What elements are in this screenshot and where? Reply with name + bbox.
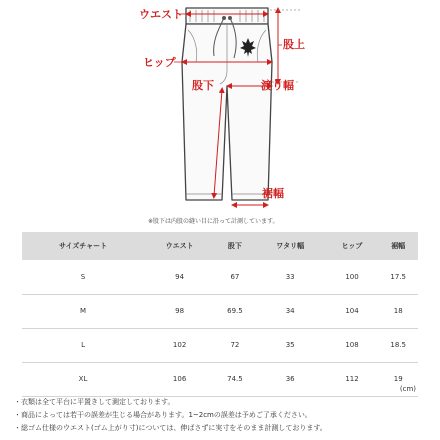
cell-thigh: 35 [255,328,326,362]
cell-inseam: 72 [215,328,255,362]
note-item: ・商品によっては若干の誤差が生じる場合があります。1~2cmの誤差は予めご了承ください。 [14,411,312,419]
header-size: サイズチャート [22,232,144,260]
header-thigh: ワタリ幅 [255,232,326,260]
cell-hip: 108 [326,328,379,362]
table-header-row [22,232,418,260]
inseam-note: ※股下は内股の縫い目に沿って計測しています。 [148,218,279,225]
table-row [22,328,418,362]
rise-label: 股上 [283,38,305,51]
header-inseam: 股下 [215,232,255,260]
hem-label: 裾幅 [262,187,284,200]
cell-hip: 104 [326,294,379,328]
header-waist: ウエスト [144,232,215,260]
cell-waist: 94 [144,260,215,294]
cell-inseam: 67 [215,260,255,294]
header-hem: 裾幅 [378,232,418,260]
cell-hem: 19 [378,362,418,396]
cell-waist: 98 [144,294,215,328]
table-row [22,260,418,294]
cell-thigh: 34 [255,294,326,328]
cell-hip: 100 [326,260,379,294]
cell-thigh: 33 [255,260,326,294]
notes-list [14,396,434,435]
hip-label: ヒップ [143,56,176,69]
waist-label: ウエスト [139,8,183,21]
unit-label: (cm) [399,385,416,393]
cell-inseam: 74.5 [215,362,255,396]
cell-hem: 18 [378,294,418,328]
inseam-label: 股下 [192,79,214,92]
cell-thigh: 36 [255,362,326,396]
cell-size: L [22,328,144,362]
cell-waist: 102 [144,328,215,362]
thigh-label: 渡り幅 [261,79,294,92]
cell-waist: 106 [144,362,215,396]
table-row [22,294,418,328]
table-row [22,362,418,396]
cell-hem: 18.5 [378,328,418,362]
cell-inseam: 69.5 [215,294,255,328]
cell-hip: 112 [326,362,379,396]
header-hip: ヒップ [326,232,379,260]
cell-size: XL [22,362,144,396]
cell-hem: 17.5 [378,260,418,294]
size-chart-table [22,232,418,397]
note-item: ・総ゴム仕様のウエスト(ゴム上がり寸)については、伸ばさずに実寸をそのまま計測しております。 [14,424,327,432]
note-item: ・衣類は全て平台に平置きして測定しております。 [14,398,175,406]
cell-size: M [22,294,144,328]
cell-size: S [22,260,144,294]
